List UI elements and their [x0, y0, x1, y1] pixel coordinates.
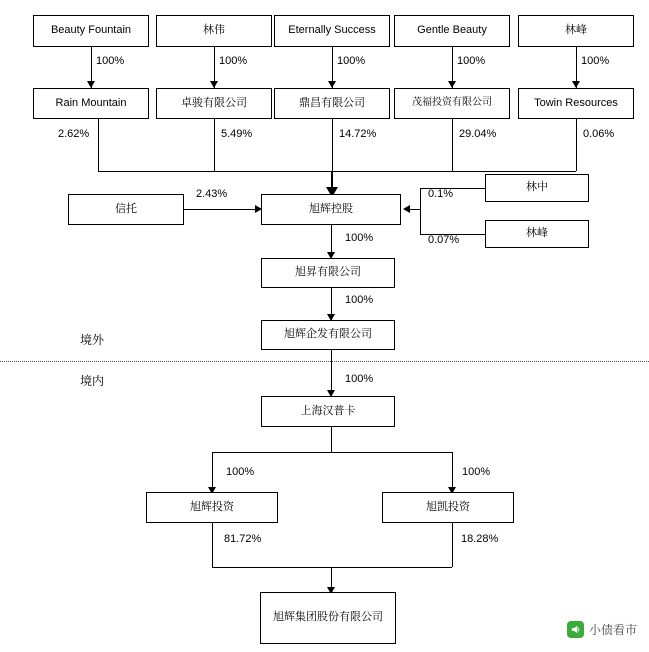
- connector-split-left: [212, 452, 213, 492]
- connector-zhuojun-bus: [214, 119, 215, 171]
- connector-split-right: [452, 452, 453, 492]
- megaphone-icon: [567, 621, 584, 638]
- offshore-onshore-divider: [0, 361, 649, 362]
- merge-bus: [212, 567, 452, 568]
- node-label: 林中: [526, 181, 548, 194]
- percent-label: 100%: [457, 55, 486, 67]
- node-dingchang: [274, 88, 390, 119]
- node-label: 旭凯投资: [426, 500, 470, 513]
- node-label: Beauty Fountain: [50, 24, 132, 37]
- connector-hanpuka-split: [331, 427, 332, 452]
- node-zhuojun: [156, 88, 272, 119]
- percent-label: 14.72%: [339, 128, 377, 140]
- node-label: Towin Resources: [534, 96, 618, 109]
- node-label: 林峰: [526, 227, 548, 240]
- percent-label: 100%: [219, 55, 248, 67]
- split-bus: [212, 452, 452, 453]
- arrowhead: [403, 205, 410, 213]
- percent-label: 81.72%: [224, 533, 262, 545]
- connector-towin-bus: [576, 119, 577, 171]
- node-xukai-investment: [382, 492, 514, 523]
- collector-bus: [98, 171, 576, 172]
- percent-label: 29.04%: [459, 128, 497, 140]
- percent-label: 100%: [345, 294, 374, 306]
- node-label: 林伟: [203, 24, 225, 37]
- percent-label: 100%: [345, 373, 374, 385]
- percent-label: 100%: [462, 466, 491, 478]
- percent-label: 100%: [226, 466, 255, 478]
- percent-label: 18.28%: [461, 533, 499, 545]
- connector-dingchang-bus: [332, 119, 333, 171]
- node-label: 信托: [115, 202, 137, 215]
- percent-label: 2.43%: [196, 188, 228, 200]
- arrowhead: [328, 81, 336, 88]
- percent-label: 5.49%: [221, 128, 253, 140]
- region-label-offshore: 境外: [80, 333, 105, 347]
- percent-label: 100%: [337, 55, 366, 67]
- node-shanghai-hanpuka: [261, 396, 395, 427]
- connector-right-to-holding: [409, 209, 420, 210]
- node-label: Rain Mountain: [55, 96, 127, 109]
- node-linfeng-top: [518, 15, 634, 47]
- node-label: 旭辉集团股份有限公司: [273, 611, 383, 624]
- arrowhead: [87, 81, 95, 88]
- node-gentle-beauty: [394, 15, 510, 47]
- node-label: 上海汉普卡: [300, 404, 356, 417]
- node-label: 鼎昌有限公司: [299, 96, 365, 109]
- node-beauty-fountain: [33, 15, 149, 47]
- node-label: 茂福投资有限公司: [412, 97, 492, 109]
- node-label: 旭辉控股: [309, 202, 353, 215]
- node-linwei: [156, 15, 272, 47]
- percent-label: 0.1%: [428, 188, 454, 200]
- percent-label: 100%: [96, 55, 125, 67]
- watermark: [567, 621, 637, 638]
- connector-maofu-bus: [452, 119, 453, 171]
- node-label: 旭辉投资: [190, 500, 234, 513]
- node-label: 旭昇有限公司: [295, 266, 361, 279]
- connector-xukai-investment-merge: [452, 523, 453, 567]
- percent-label: 2.62%: [58, 128, 90, 140]
- percent-label: 100%: [581, 55, 610, 67]
- connector-right-riser: [420, 188, 421, 234]
- node-label: 旭辉企发有限公司: [284, 328, 372, 341]
- node-rain-mountain: [33, 88, 149, 119]
- connector-trust-holding: [184, 209, 256, 210]
- node-xusheng: [261, 258, 395, 288]
- node-xuhui-holding: [261, 194, 401, 225]
- arrowhead: [448, 81, 456, 88]
- node-xuhui-investment: [146, 492, 278, 523]
- connector-xuhui-investment-merge: [212, 523, 213, 567]
- arrowhead: [210, 81, 218, 88]
- node-trust: [68, 194, 184, 225]
- node-xuhui-qifa: [261, 320, 395, 350]
- node-label: 林峰: [565, 24, 587, 37]
- watermark-text: 小债看市: [588, 623, 637, 637]
- node-maofu: [394, 88, 510, 119]
- region-label-onshore: 境内: [80, 374, 105, 388]
- node-label: 卓骏有限公司: [181, 96, 247, 109]
- percent-label: 100%: [345, 232, 374, 244]
- connector-rain-bus: [98, 119, 99, 171]
- percent-label: 0.06%: [583, 128, 615, 140]
- node-linzhong: [485, 174, 589, 202]
- node-label: Gentle Beauty: [417, 24, 487, 37]
- node-xuhui-group: [260, 592, 396, 644]
- node-towin-resources: [518, 88, 634, 119]
- node-eternally-success: [274, 15, 390, 47]
- arrowhead: [572, 81, 580, 88]
- percent-label: 0.07%: [428, 234, 460, 246]
- node-label: Eternally Success: [288, 24, 376, 37]
- node-linfeng-right: [485, 220, 589, 248]
